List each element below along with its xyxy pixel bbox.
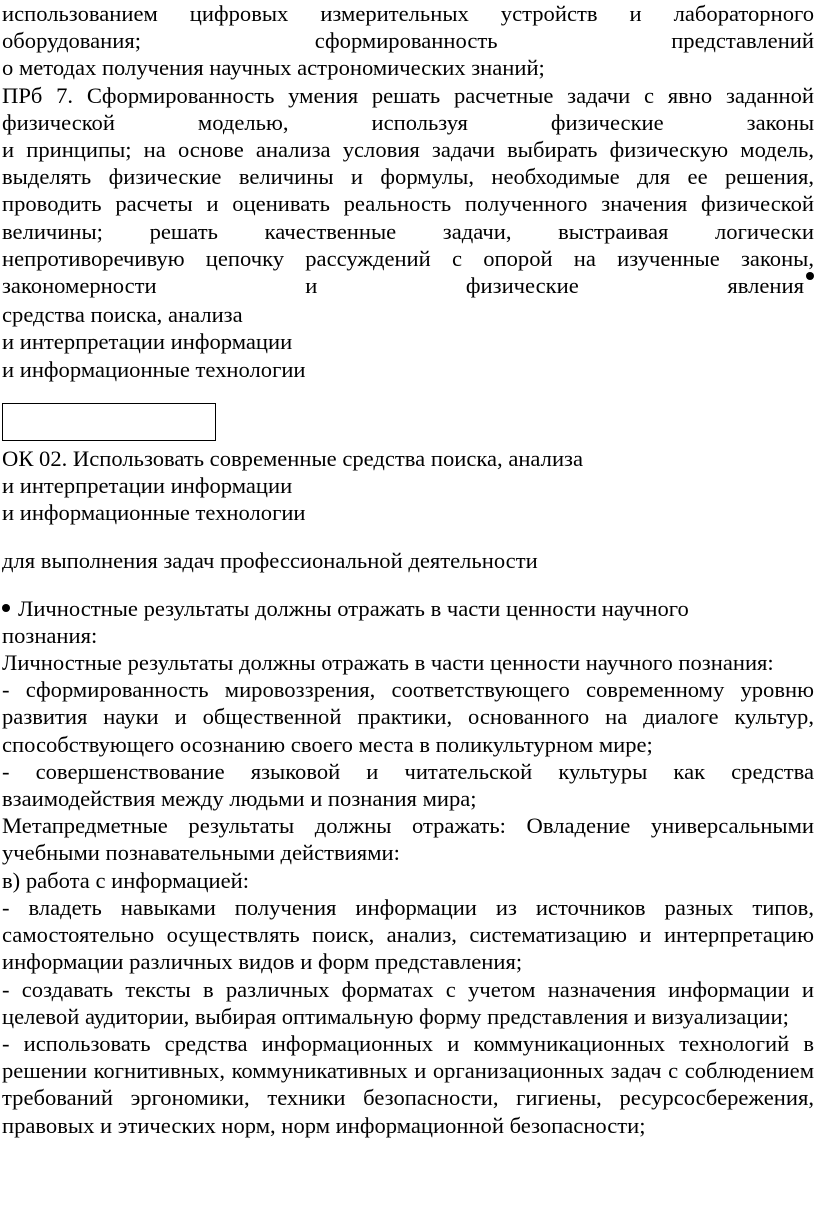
text-line: и информационные технологии: [2, 500, 306, 526]
text-line: проводить расчеты и оценивать реальность полученного значения физической: [2, 191, 814, 217]
paragraph-personal-bullet: [2, 595, 814, 649]
text-line: выделять физические величины и формулы, необходимые для ее решения,: [2, 164, 814, 190]
bulleted-line: [2, 595, 814, 622]
text-line: для выполнения задач профессиональной деятельности: [2, 548, 538, 574]
text-line-words: закономерности и физические явления: [2, 273, 804, 299]
bullet-icon: [806, 272, 814, 280]
meta-heading: Метапредметные результаты должны отражать: Овладение универсальными учебными познавательными действиями:: [2, 813, 814, 866]
text-line: и интерпретации информации: [2, 473, 293, 499]
text-line-with-bullet: [2, 272, 814, 299]
meta-item: - использовать средства информационных и коммуникационных технологий в решении когнитивных, коммуникативных и организационных задач с соблюдением требований эргономики, техники безопасности, гигиены, ресурсосбережения, правовых и этических норм, норм информационной безопасности;: [2, 1030, 814, 1138]
paragraph-ok02-purpose: [2, 547, 814, 574]
meta-item: - владеть навыками получения информации из источников разных типов, самостоятельно осуществлять поиск, анализ, систематизацию и интерпретацию информации различных видов и форм представления;: [2, 894, 814, 975]
personal-heading: Личностные результаты должны отражать в части ценности научного познания:: [2, 650, 774, 676]
spacer: [2, 526, 814, 547]
text-line: использованием цифровых измерительных устройств и лабораторного: [2, 1, 814, 26]
text-line: физической моделью, используя физические законы: [2, 109, 814, 135]
empty-box: [2, 403, 216, 441]
meta-item: - создавать тексты в различных форматах с учетом назначения информации и целевой аудитории, выбирая оптимальную форму представления и визуализации;: [2, 976, 814, 1029]
paragraph-tools: [2, 301, 814, 383]
text-line: оборудования; сформированность представлений: [2, 28, 814, 54]
paragraph-measurement: [2, 0, 814, 82]
meta-subheading: в) работа с информацией:: [2, 867, 249, 893]
text-line: непротиворечивую цепочку рассуждений с опорой на изученные законы,: [2, 245, 814, 271]
paragraph-ok02: [2, 445, 814, 527]
text-line: познания:: [2, 622, 98, 648]
personal-item: - сформированность мировоззрения, соответствующего современному уровню развития науки и общественной практики, основанного на диалоге культур, способствующего осознанию своего места в поликультурном мире;: [2, 677, 814, 757]
text-line: и информационные технологии: [2, 356, 306, 382]
personal-item: - совершенствование языковой и читательской культуры как средства взаимодействия между людьми и познания мира;: [2, 758, 814, 812]
text-line: средства поиска, анализа: [2, 302, 243, 328]
text-line: ОК 02. Использовать современные средства поиска, анализа: [2, 445, 583, 471]
spacer: [2, 575, 814, 595]
paragraph-prb7: [2, 82, 814, 300]
text-line: Личностные результаты должны отражать в части ценности научного: [18, 595, 689, 621]
bullet-icon: [2, 604, 10, 612]
text-line: величины; решать качественные задачи, выстраивая логически: [2, 218, 814, 244]
text-line: о методах получения научных астрономических знаний;: [2, 55, 545, 81]
text-line: и интерпретации информации: [2, 329, 293, 355]
text-line: и принципы; на основе анализа условия задачи выбирать физическую модель,: [2, 137, 814, 163]
text-line: ПРб 7. Сформированность умения решать расчетные задачи с явно заданной: [2, 82, 814, 108]
